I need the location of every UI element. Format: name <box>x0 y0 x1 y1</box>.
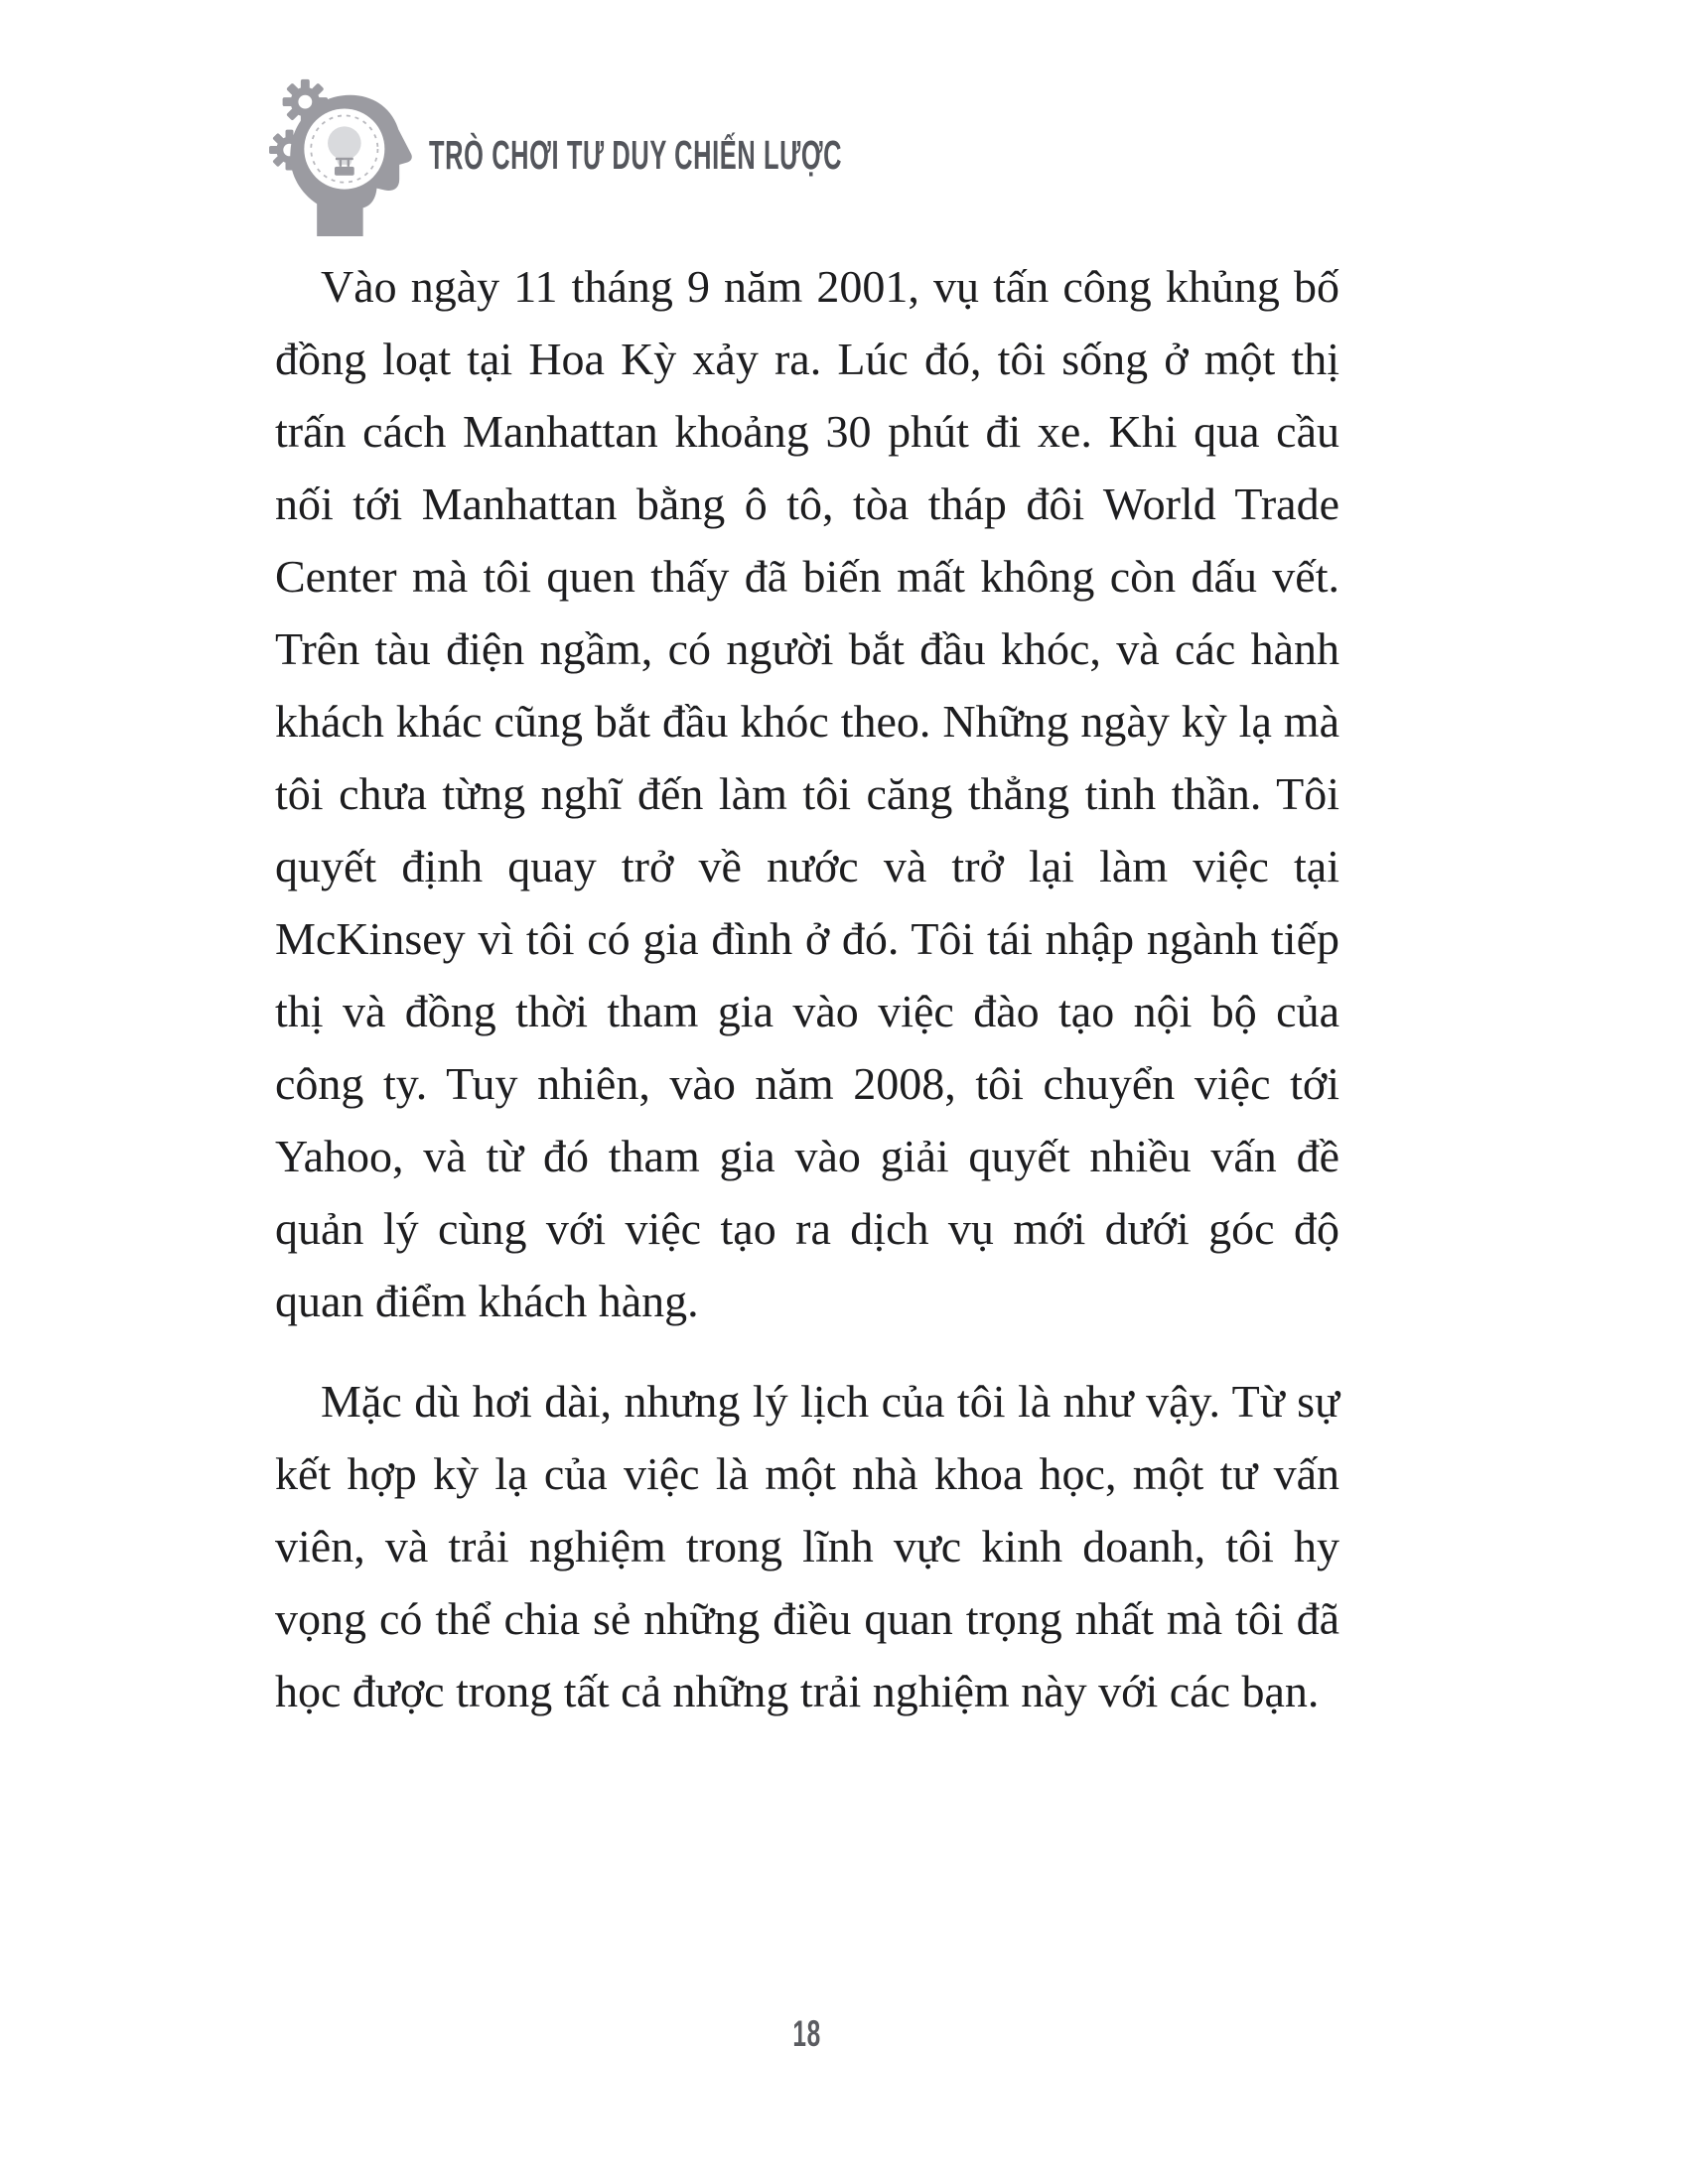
body-text-block <box>275 250 1339 1727</box>
page-header <box>248 69 1095 236</box>
book-title-header: TRÒ CHƠI TƯ DUY CHIẾN LƯỢC <box>429 131 843 178</box>
paragraph: Mặc dù hơi dài, nhưng lý lịch của tôi là như vậy. Từ sự kết hợp kỳ lạ của việc là một nhà khoa học, một tư vấn viên, và trải nghiệm trong lĩnh vực kinh doanh, tôi hy vọng có thể chia sẻ những điều quan trọng nhất mà tôi đã học được trong tất cả những trải nghiệm này với các bạn. <box>275 1376 1339 1716</box>
page-number: 18 <box>792 2013 822 2054</box>
paragraph: Vào ngày 11 tháng 9 năm 2001, vụ tấn công khủng bố đồng loạt tại Hoa Kỳ xảy ra. Lúc đó, tôi sống ở một thị trấn cách Manhattan khoảng 30 phút đi xe. Khi qua cầu nối tới Manhattan bằng ô tô, tòa tháp đôi World Trade Center mà tôi quen thấy đã biến mất không còn dấu vết. Trên tàu điện ngầm, có người bắt đầu khóc, và các hành khách khác cũng bắt đầu khóc theo. Những ngày kỳ lạ mà tôi chưa từng nghĩ đến làm tôi căng thẳng tinh thần. Tôi quyết định quay trở về nước và trở lại làm việc tại McKinsey vì tôi có gia đình ở đó. Tôi tái nhập ngành tiếp thị và đồng thời tham gia vào việc đào tạo nội bộ của công ty. Tuy nhiên, vào năm 2008, tôi chuyển việc tới Yahoo, và từ đó tham gia vào giải quyết nhiều vấn đề quản lý cùng với việc tạo ra dịch vụ mới dưới góc độ quan điểm khách hàng. <box>275 261 1339 1326</box>
head-with-gears-and-lightbulb-icon <box>248 69 415 236</box>
